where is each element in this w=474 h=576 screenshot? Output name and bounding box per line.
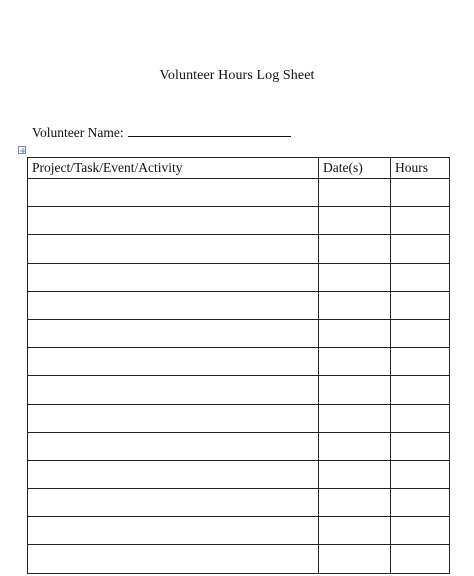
dates-cell[interactable] xyxy=(319,460,391,488)
project-cell[interactable] xyxy=(28,489,319,517)
project-cell[interactable] xyxy=(28,179,319,207)
project-cell[interactable] xyxy=(28,263,319,291)
table-move-handle-icon[interactable] xyxy=(18,146,26,154)
dates-cell[interactable] xyxy=(319,291,391,319)
hours-log-table xyxy=(27,157,450,574)
project-cell[interactable] xyxy=(28,348,319,376)
project-cell[interactable] xyxy=(28,207,319,235)
project-cell[interactable] xyxy=(28,460,319,488)
project-cell[interactable] xyxy=(28,517,319,545)
project-cell[interactable] xyxy=(28,235,319,263)
hours-cell[interactable] xyxy=(391,376,450,404)
table-row xyxy=(28,545,450,573)
dates-cell[interactable] xyxy=(319,489,391,517)
hours-cell[interactable] xyxy=(391,460,450,488)
hours-cell[interactable] xyxy=(391,207,450,235)
table-header-row xyxy=(28,158,450,179)
table-row xyxy=(28,263,450,291)
table-row xyxy=(28,517,450,545)
hours-cell[interactable] xyxy=(391,545,450,573)
table-row xyxy=(28,460,450,488)
project-cell[interactable] xyxy=(28,432,319,460)
dates-cell[interactable] xyxy=(319,207,391,235)
volunteer-name-field[interactable] xyxy=(128,123,291,137)
table-body xyxy=(28,179,450,574)
dates-cell[interactable] xyxy=(319,517,391,545)
hours-cell[interactable] xyxy=(391,235,450,263)
hours-cell[interactable] xyxy=(391,348,450,376)
dates-cell[interactable] xyxy=(319,348,391,376)
table-row xyxy=(28,207,450,235)
project-cell[interactable] xyxy=(28,376,319,404)
hours-cell[interactable] xyxy=(391,432,450,460)
hours-cell[interactable] xyxy=(391,517,450,545)
project-cell[interactable] xyxy=(28,545,319,573)
hours-cell[interactable] xyxy=(391,179,450,207)
dates-cell[interactable] xyxy=(319,319,391,347)
hours-cell[interactable] xyxy=(391,263,450,291)
hours-cell[interactable] xyxy=(391,291,450,319)
table-row xyxy=(28,432,450,460)
volunteer-name-row xyxy=(32,123,291,141)
page-title: Volunteer Hours Log Sheet xyxy=(159,68,315,83)
hours-cell[interactable] xyxy=(391,319,450,347)
dates-cell[interactable] xyxy=(319,545,391,573)
project-cell[interactable] xyxy=(28,291,319,319)
table-row xyxy=(28,291,450,319)
hours-cell[interactable] xyxy=(391,489,450,517)
dates-cell[interactable] xyxy=(319,235,391,263)
table-row xyxy=(28,348,450,376)
volunteer-name-label: Volunteer Name: xyxy=(32,125,124,140)
table-row xyxy=(28,404,450,432)
project-cell[interactable] xyxy=(28,404,319,432)
table-row xyxy=(28,319,450,347)
dates-cell[interactable] xyxy=(319,404,391,432)
table-row xyxy=(28,489,450,517)
column-header-hours: Hours xyxy=(391,158,450,179)
column-header-dates: Date(s) xyxy=(319,158,391,179)
dates-cell[interactable] xyxy=(319,432,391,460)
table-row xyxy=(28,376,450,404)
table-row xyxy=(28,235,450,263)
column-header-project: Project/Task/Event/Activity xyxy=(28,158,319,179)
project-cell[interactable] xyxy=(28,319,319,347)
dates-cell[interactable] xyxy=(319,376,391,404)
dates-cell[interactable] xyxy=(319,263,391,291)
table-row xyxy=(28,179,450,207)
hours-cell[interactable] xyxy=(391,404,450,432)
dates-cell[interactable] xyxy=(319,179,391,207)
